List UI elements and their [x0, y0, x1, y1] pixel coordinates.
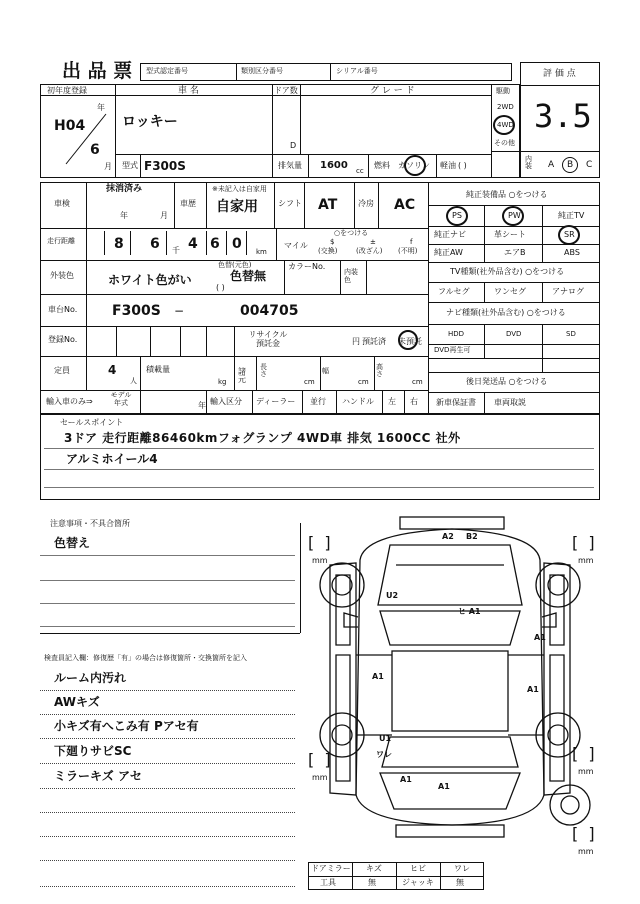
legend-jack: ジャッキ	[402, 878, 434, 887]
later-warranty: 新車保証書	[436, 398, 476, 407]
equip-sr: SR	[564, 230, 575, 239]
car-damage-diagram	[300, 505, 600, 860]
damage-mark: U1	[379, 734, 392, 743]
damage-mark: A1	[534, 633, 546, 642]
handle-left: 左	[388, 397, 396, 406]
chassis-number: 004705	[240, 303, 299, 319]
caution-label: 注意事項・不具合箇所	[50, 519, 130, 528]
form-cert-label: 型式認定番号	[146, 67, 188, 75]
navi-hdd: HDD	[448, 330, 465, 338]
damage-mark-a1-rear: A1	[438, 782, 450, 791]
inspector-item-4: 下廻りサビSC	[54, 744, 132, 758]
legend-tools-value: 無	[368, 878, 376, 887]
equip-ps-circle	[446, 206, 468, 226]
mile-label: マイル	[284, 241, 308, 250]
mileage-digit: 4	[188, 236, 198, 252]
displacement-value: 1600	[320, 160, 348, 171]
yen-label: 円	[352, 337, 360, 346]
fuel-gasoline: ガソリン	[398, 161, 430, 170]
import-label: 輸入車のみ⇒	[46, 397, 93, 406]
repaint-paren: ( )	[216, 283, 225, 292]
car-name: ロッキー	[122, 114, 178, 130]
tire-bracket-spare: [ ]	[572, 824, 595, 843]
chassis-prefix: F300S	[112, 303, 161, 319]
later-title: 後日発送品 ○をつける	[466, 377, 548, 386]
legend-jack-value: 無	[456, 878, 464, 887]
mm-fr: mm	[578, 556, 594, 565]
inspector-item-1: ルーム内汚れ	[54, 671, 127, 685]
displacement-label: 排気量	[278, 161, 302, 170]
color-value: ホワイト色がい	[108, 273, 192, 287]
mm-rr: mm	[578, 767, 594, 776]
inspection-year: 年	[120, 211, 128, 220]
mileage-digit: 6	[150, 236, 160, 252]
tv-oneseg: ワンセグ	[494, 287, 526, 296]
equip-pw-circle	[502, 206, 524, 226]
load-kg: kg	[218, 378, 227, 386]
interior-a: A	[548, 160, 555, 170]
shift-value: AT	[318, 197, 338, 213]
class-no-label: 類別区分番号	[241, 67, 283, 75]
first-reg-label: 初年度登録	[47, 86, 87, 95]
model-label: 型式	[122, 161, 138, 170]
model-value: F300S	[144, 159, 186, 173]
car-name-label: 車 名	[178, 86, 199, 96]
height-label: 高さ	[376, 363, 383, 378]
damage-mark: A2	[442, 532, 454, 541]
fuel-other: ( )	[458, 161, 467, 170]
interior-color-label: 内装色	[344, 268, 358, 285]
color-label: 外装色	[50, 271, 74, 280]
mileage-digit: 6	[210, 236, 220, 252]
sales-point-line1: 3ドア 走行距離86460kmフォグランプ 4WD車 排気 1600CC 社外	[64, 431, 461, 445]
equip-ps: PS	[452, 211, 462, 220]
equipment-title: 純正装備品 ○をつける	[466, 190, 548, 199]
mileage-circle-note: ○をつける	[334, 229, 369, 237]
legend-mirror: ドアミラー	[311, 864, 351, 873]
damage-mark: A1	[400, 775, 412, 784]
evaluation-score: 3.5	[534, 97, 592, 135]
later-manual: 車両取説	[494, 398, 526, 407]
not-deposited-circle	[398, 330, 418, 350]
header-ids	[140, 63, 512, 81]
drive-4wd-circle	[493, 115, 515, 135]
evaluation-label: 評 価 点	[543, 69, 576, 79]
width-label: 幅	[322, 367, 329, 375]
dims-label: 諸元	[238, 367, 246, 384]
fuel-gasoline-circle	[404, 155, 426, 176]
drive-other: その他	[494, 139, 515, 147]
length-cm: cm	[304, 378, 315, 386]
ac-value: AC	[394, 197, 416, 213]
deposited-label: 預託済	[362, 337, 386, 346]
equip-sr-circle	[558, 225, 580, 245]
tire-bracket-fr: [ ]	[572, 533, 595, 552]
year-label: 年	[97, 103, 105, 112]
equip-aw: 純正AW	[434, 248, 463, 257]
inspection-label: 車検	[54, 199, 70, 208]
capacity-value: 4	[108, 363, 117, 377]
recycle-label: リサイクル預託金	[248, 330, 288, 348]
tire-bracket-rl: [ ]	[308, 750, 331, 769]
month-label: 月	[104, 162, 112, 171]
fuel-diesel: 軽油	[440, 161, 456, 170]
door-label: ドア数	[274, 86, 298, 95]
first-reg-month: 6	[90, 142, 100, 158]
repaint-label: 色替(元色)	[218, 261, 252, 269]
navi-title: ナビ種類(社外品含む) ○をつける	[446, 308, 566, 317]
inspection-month: 月	[160, 211, 168, 220]
interior-b: B	[567, 160, 574, 170]
damage-mark: ワレ	[376, 750, 392, 759]
tv-fullseg: フルセグ	[438, 287, 470, 296]
not-deposited-label: 未預託	[398, 337, 422, 346]
width-cm: cm	[358, 378, 369, 386]
capacity-label: 定員	[54, 366, 70, 375]
mileage-opt1: $	[330, 238, 335, 246]
interior-c: C	[586, 160, 593, 170]
equip-pw: PW	[508, 211, 521, 220]
capacity-unit: 人	[130, 377, 137, 385]
handle-label: ハンドル	[342, 397, 374, 406]
legend-tools: 工具	[320, 878, 336, 887]
import-year: 年	[198, 401, 206, 410]
import-dealer: ディーラー	[256, 397, 296, 406]
chassis-label: 車台No.	[48, 305, 78, 314]
inspection-status: 抹消済み	[106, 184, 143, 194]
mileage-opt2-sub: (改ざん)	[356, 247, 383, 255]
drive-label: 駆動	[496, 87, 510, 95]
grade-label: グ レ ー ド	[370, 86, 415, 96]
color-no-label: カラーNo.	[288, 262, 326, 271]
sales-point-line2: アルミホイール4	[66, 452, 158, 466]
mileage-opt2: ±	[370, 238, 376, 246]
history-value: 自家用	[216, 199, 258, 215]
tire-bracket-fl: [ ]	[308, 533, 331, 552]
fuel-label: 燃料	[374, 161, 390, 170]
equip-airbag: エアB	[504, 248, 526, 257]
tire-bracket-rr: [ ]	[572, 744, 595, 763]
km-label: km	[256, 248, 267, 256]
damage-mark: ヒ A1	[458, 607, 481, 616]
handle-right: 右	[410, 397, 418, 406]
damage-mark: A1	[527, 685, 539, 694]
equip-navi: 純正ナビ	[434, 230, 466, 239]
mileage-digit: 0	[232, 236, 242, 252]
import-parallel: 並行	[310, 397, 326, 406]
cc-label: cc	[356, 167, 364, 175]
legend-crack: ヒビ	[410, 864, 426, 873]
inspector-item-5: ミラーキズ アセ	[54, 769, 142, 783]
mileage-opt3-sub: (不明)	[398, 247, 418, 255]
inspector-item-3: 小キズ有へこみ有 Pアセ有	[54, 719, 199, 733]
door-d: D	[290, 141, 297, 150]
dvd-playback: DVD再生可	[434, 346, 471, 354]
damage-mark: B2	[466, 532, 478, 541]
mileage-opt3: f	[410, 238, 413, 246]
damage-mark: U2	[386, 591, 399, 600]
inspector-label: 検査員記入欄：修復歴「有」の場合は修復箇所・交換箇所を記入	[44, 654, 247, 662]
import-category-label: 輸入区分	[210, 397, 242, 406]
mileage-opt1-sub: (交換)	[318, 247, 338, 255]
mm-spare: mm	[578, 847, 594, 856]
equip-tv: 純正TV	[558, 211, 585, 220]
mm-rl: mm	[312, 773, 328, 782]
equip-abs: ABS	[564, 248, 580, 257]
mileage-label: 走行距離	[47, 237, 75, 245]
history-note: ※未記入は自家用	[212, 185, 267, 193]
sales-point-label: セールスポイント	[60, 418, 124, 427]
caution-line1: 色替え	[54, 536, 91, 550]
drive-4wd: 4WD	[497, 121, 514, 129]
legend-broken: ワレ	[454, 864, 470, 873]
interior-b-circle	[562, 157, 578, 173]
tv-analog: アナログ	[552, 287, 584, 296]
repaint-value: 色替無	[230, 269, 267, 283]
era-year: H04	[54, 118, 86, 134]
tv-title: TV種類(社外品含む) ○をつける	[450, 267, 565, 276]
height-cm: cm	[412, 378, 423, 386]
history-label: 車歴	[180, 199, 196, 208]
serial-label: シリアル番号	[336, 67, 378, 75]
length-label: 長さ	[260, 363, 267, 378]
damage-mark: A1	[372, 672, 384, 681]
interior-label: 内装	[525, 155, 532, 170]
equip-leather: 革シート	[494, 230, 526, 239]
mm-fl: mm	[312, 556, 328, 565]
form-title: 出 品 票	[62, 60, 133, 82]
registration-label: 登録No.	[48, 335, 78, 344]
model-year-label: モデル年式	[110, 391, 132, 407]
mileage-digit: 8	[114, 236, 124, 252]
shift-label: シフト	[278, 199, 302, 208]
thousand-label: 千	[172, 246, 180, 255]
date-slash	[60, 108, 112, 170]
ac-label: 冷房	[358, 199, 374, 208]
drive-2wd: 2WD	[497, 103, 514, 111]
chassis-dash: −	[174, 304, 185, 318]
load-label: 積載量	[146, 365, 170, 374]
inspector-item-2: AWキズ	[54, 695, 100, 709]
legend-scratch: キズ	[366, 864, 382, 873]
navi-dvd: DVD	[506, 330, 522, 338]
navi-sd: SD	[566, 330, 576, 338]
